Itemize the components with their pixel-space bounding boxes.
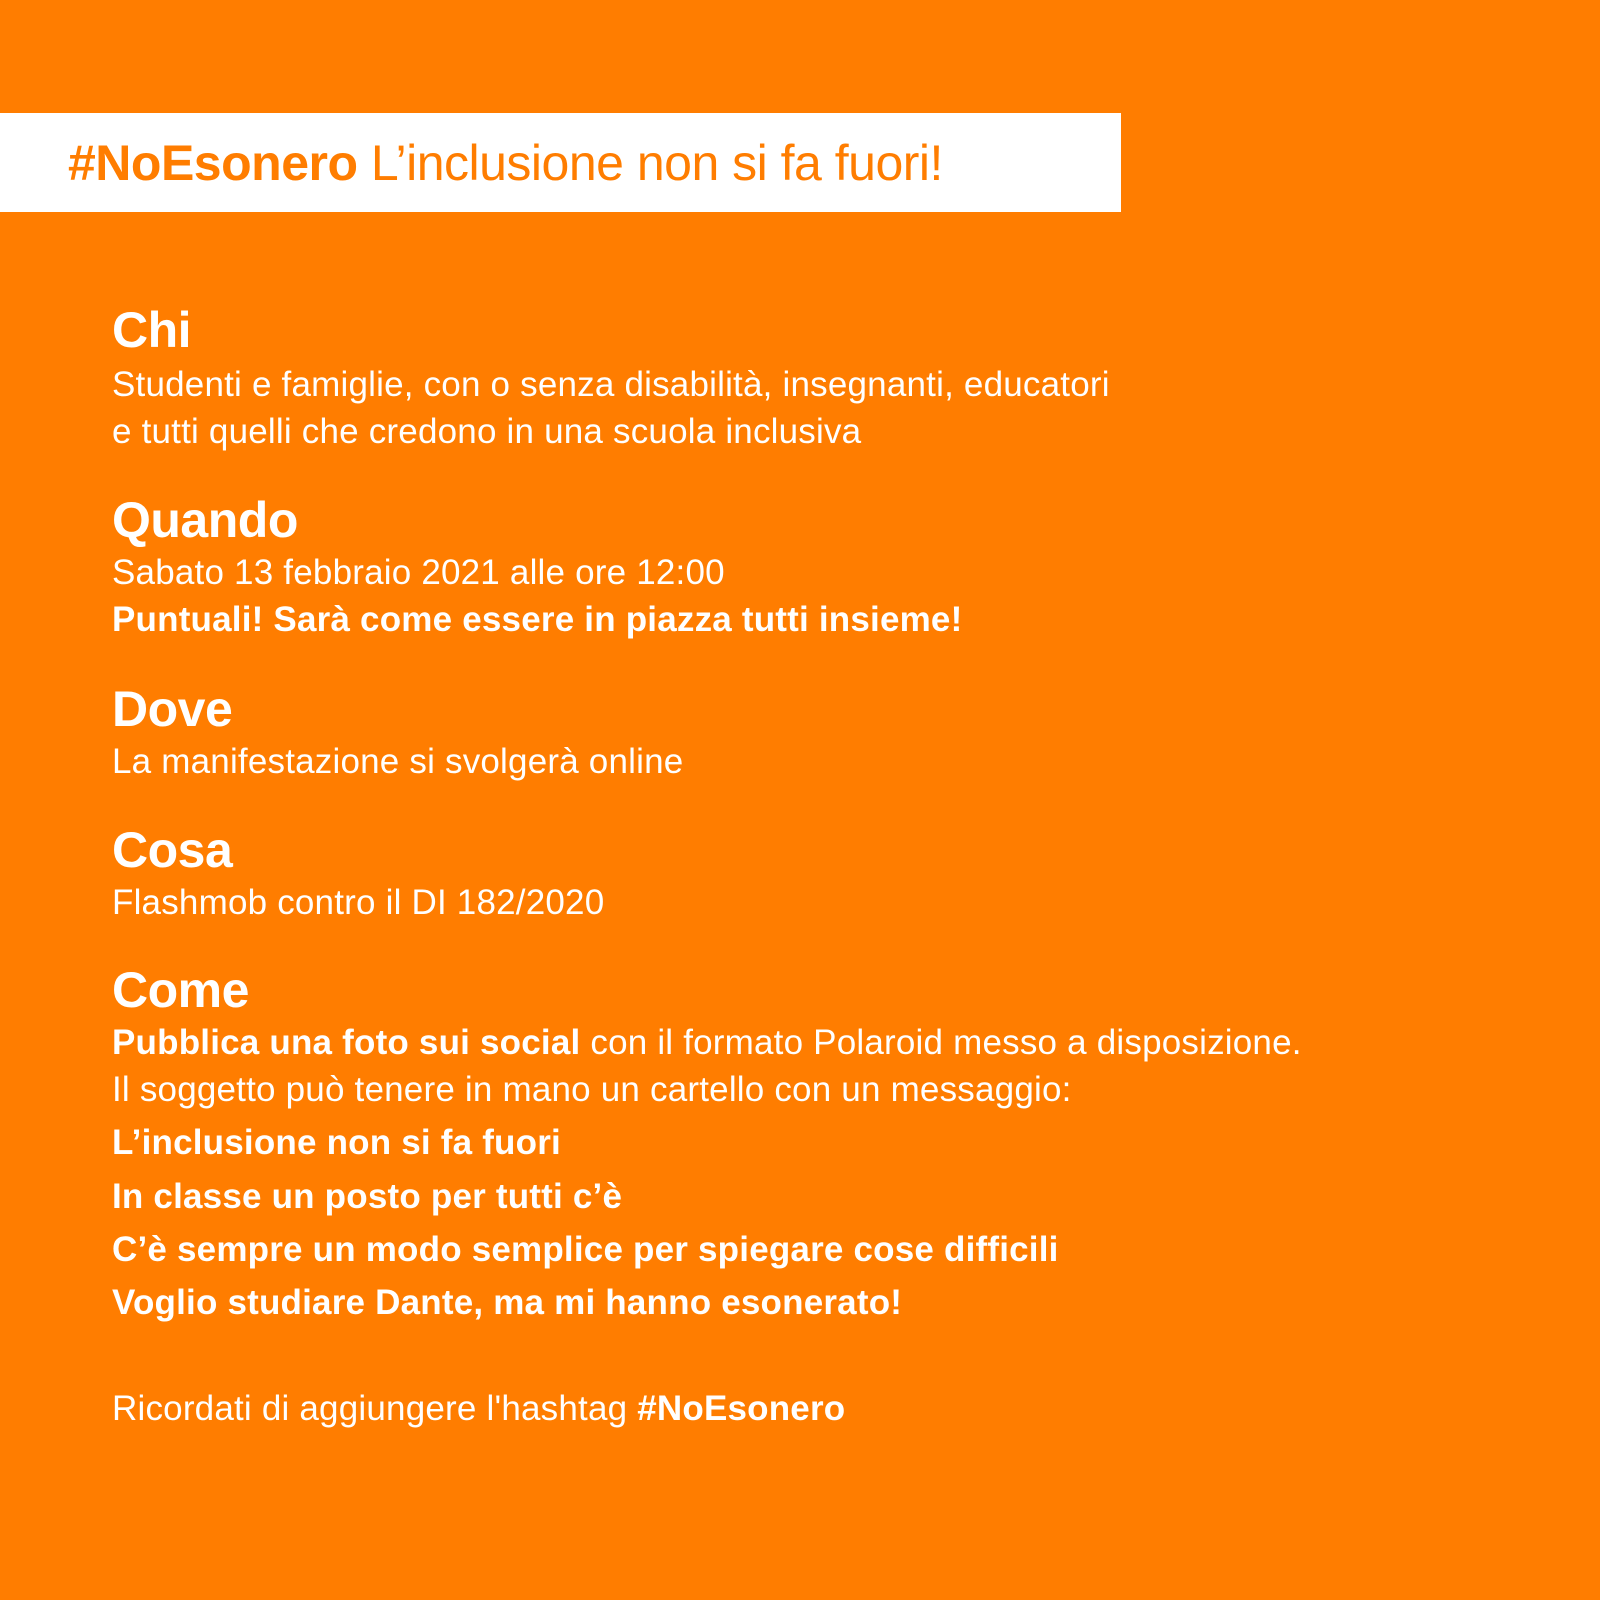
- come-line-1-rest: con il formato Polaroid messo a disposizione.: [580, 1023, 1302, 1062]
- banner-title: [68, 134, 943, 191]
- banner-tagline: L’inclusione non si fa fuori!: [370, 134, 943, 191]
- come-message: L’inclusione non si fa fuori: [112, 1123, 561, 1162]
- chi-line-2: e tutti quelli che credono in una scuola inclusiva: [112, 412, 862, 451]
- footer-reminder: [112, 1387, 845, 1431]
- quando-date: Sabato 13 febbraio 2021 alle ore 12:00: [112, 553, 725, 592]
- cosa-line-1: Flashmob contro il DI 182/2020: [112, 883, 605, 922]
- banner-hashtag: #NoEsonero: [68, 134, 358, 191]
- come-line-1: [112, 1021, 1302, 1065]
- section-title-dove: Dove: [112, 681, 233, 737]
- section-title-chi: Chi: [112, 302, 192, 358]
- come-line-1-bold: Pubblica una foto sui social: [112, 1023, 581, 1062]
- title-banner: [0, 113, 1121, 212]
- quando-note: Puntuali! Sarà come essere in piazza tutti insieme!: [112, 600, 963, 639]
- footer-hashtag: #NoEsonero: [637, 1389, 846, 1428]
- section-title-quando: Quando: [112, 492, 298, 548]
- come-message: C’è sempre un modo semplice per spiegare cose difficili: [112, 1230, 1059, 1269]
- section-title-come: Come: [112, 962, 249, 1018]
- come-line-2: Il soggetto può tenere in mano un cartello con un messaggio:: [112, 1070, 1072, 1109]
- footer-text: Ricordati di aggiungere l'hashtag: [112, 1389, 638, 1428]
- section-title-cosa: Cosa: [112, 822, 233, 878]
- chi-line-1: Studenti e famiglie, con o senza disabilità, insegnanti, educatori: [112, 365, 1110, 404]
- dove-line-1: La manifestazione si svolgerà online: [112, 742, 684, 781]
- come-message: Voglio studiare Dante, ma mi hanno esonerato!: [112, 1283, 903, 1322]
- come-message: In classe un posto per tutti c’è: [112, 1177, 623, 1216]
